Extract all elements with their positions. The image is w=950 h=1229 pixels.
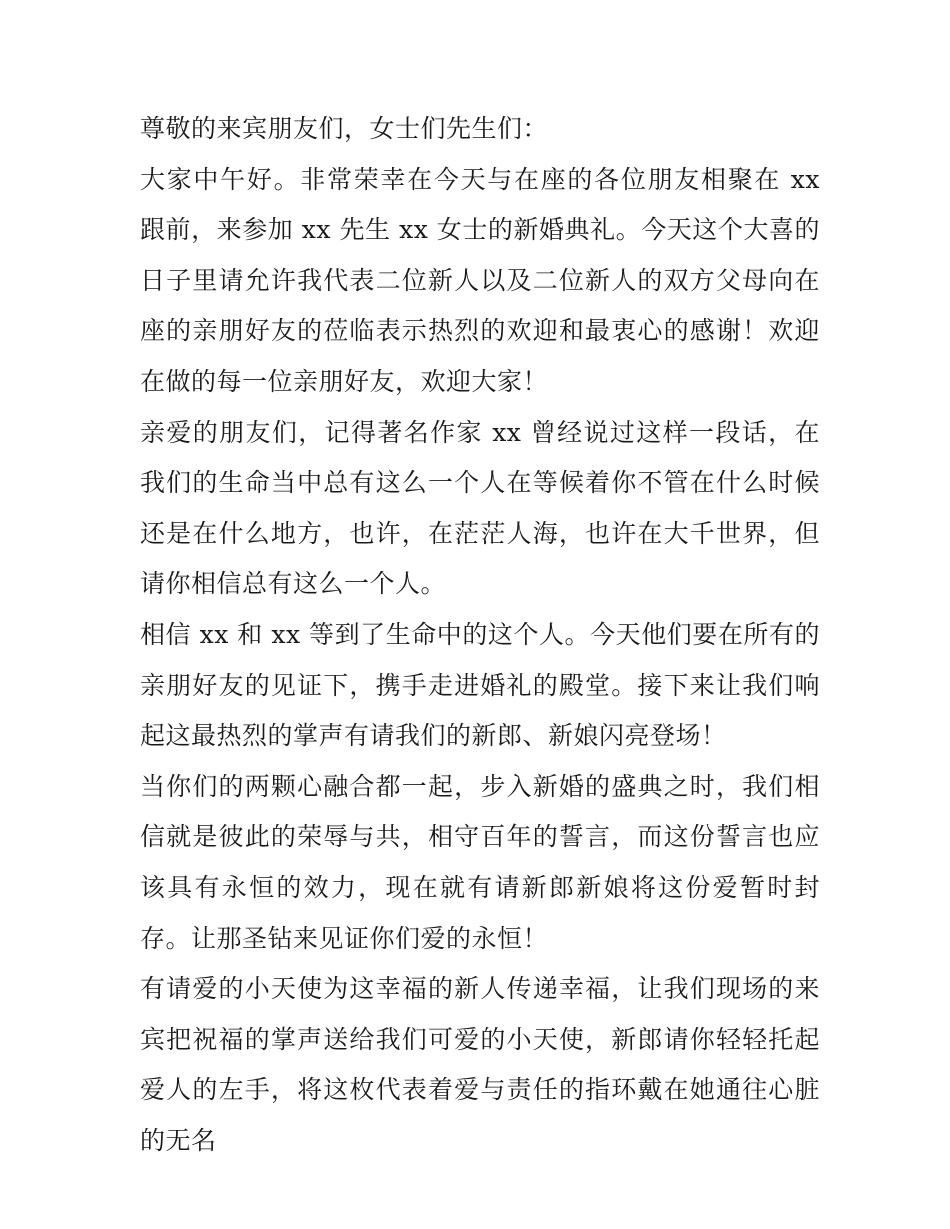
paragraph-quote: 亲爱的朋友们，记得著名作家 xx 曾经说过这样一段话，在我们的生命当中总有这么一个人在等候着你不管在什么时候还是在什么地方，也许，在茫茫人海，也许在大千世界，但请你相信总有这么一个人。	[140, 417, 820, 599]
paragraph-greeting: 尊敬的来宾朋友们，女士们先生们：	[140, 114, 549, 143]
paragraph-vow: 当你们的两颗心融合都一起，步入新婚的盛典之时，我们相信就是彼此的荣辱与共，相守百年的誓言，而这份誓言也应该具有永恒的效力，现在就有请新郎新娘将这份爱暂时封存。让那圣钻来见证你们爱的永恒！	[140, 771, 820, 953]
paragraph-entrance: 相信 xx 和 xx 等到了生命中的这个人。今天他们要在所有的亲朋好友的见证下，携手走进婚礼的殿堂。接下来让我们响起这最热烈的掌声有请我们的新郎、新娘闪亮登场！	[140, 619, 820, 751]
paragraph-ring: 有请爱的小天使为这幸福的新人传递幸福，让我们现场的来宾把祝福的掌声送给我们可爱的小天使，新郎请你轻轻托起爱人的左手，将这枚代表着爱与责任的指环戴在她通往心脏的无名	[140, 974, 820, 1155]
paragraph-welcome: 大家中午好。非常荣幸在今天与在座的各位朋友相聚在 xx 跟前，来参加 xx 先生 xx 女士的新婚典礼。今天这个大喜的日子里请允许我代表二位新人以及二位新人的双方父母向在座的亲朋好友的莅临表示热烈的欢迎和最衷心的感谢！欢迎在做的每一位亲朋好友，欢迎大家！	[140, 164, 820, 396]
document-body	[140, 104, 820, 1166]
